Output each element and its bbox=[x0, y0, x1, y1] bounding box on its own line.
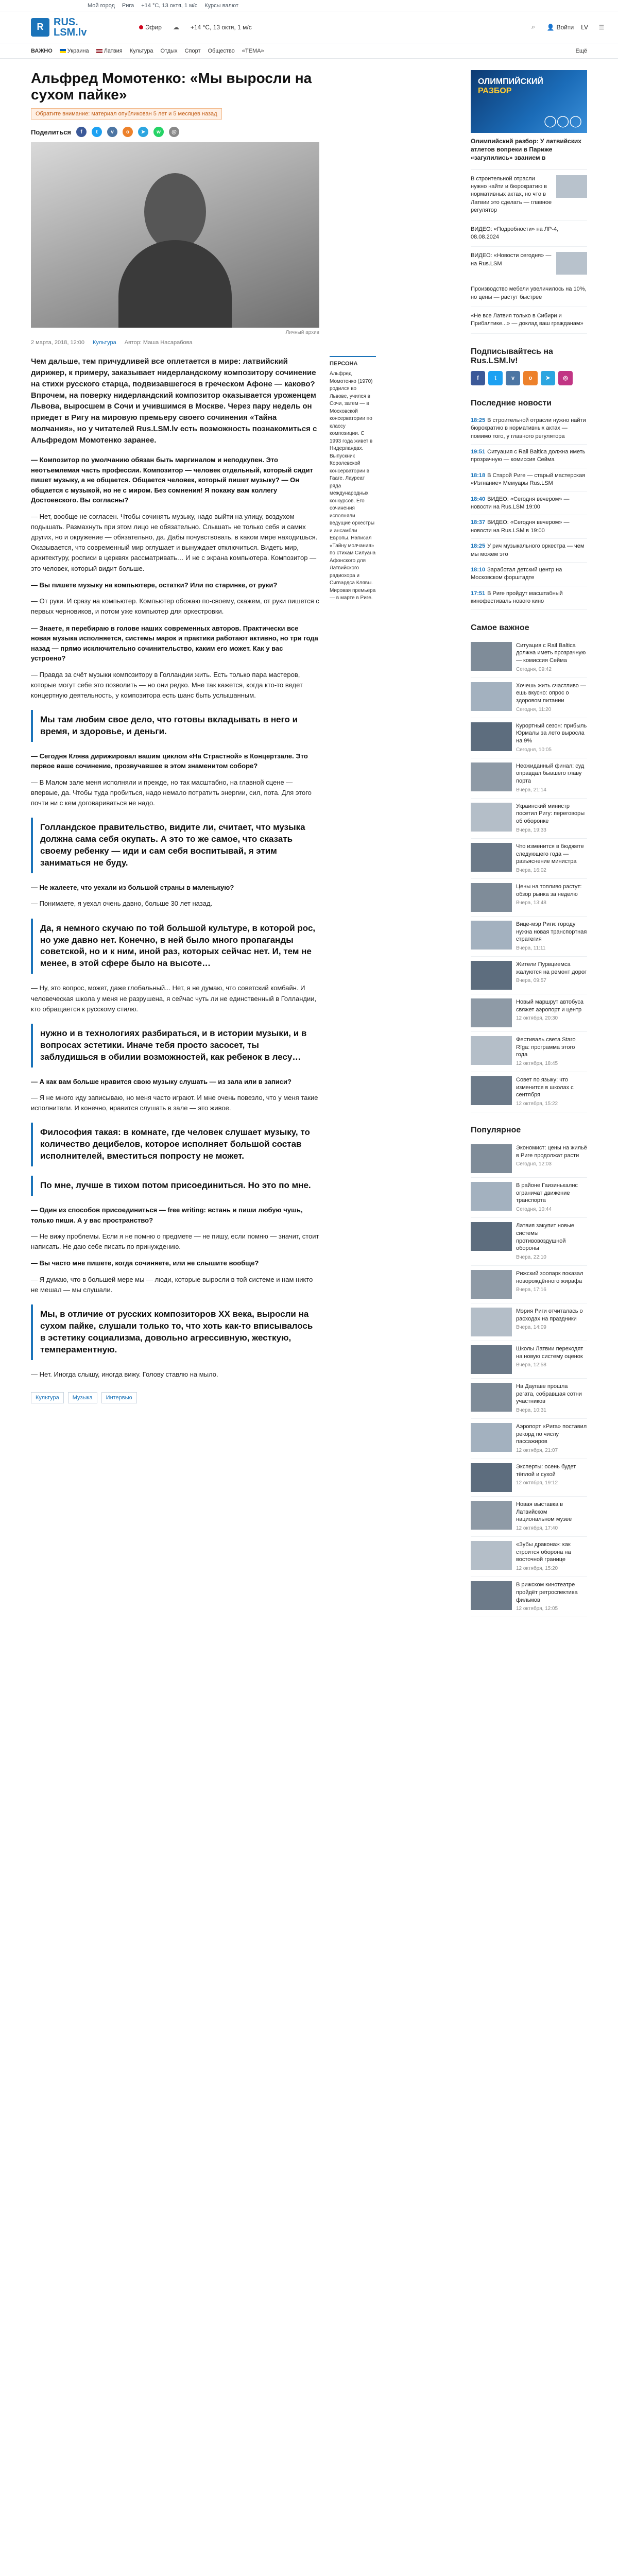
important-title: Самое важное bbox=[471, 623, 529, 632]
news-card[interactable] bbox=[471, 1178, 587, 1218]
news-card-text bbox=[516, 722, 587, 754]
article-meta bbox=[31, 340, 458, 346]
interview-question: — А как вам больше нравится свою музыку слушать — из зала или в записи? bbox=[31, 1077, 291, 1086]
interview-question: — Вы пишете музыку на компьютере, остатки? Или по старинке, от руки? bbox=[31, 581, 278, 589]
vk-icon[interactable]: v bbox=[506, 371, 520, 385]
header-center bbox=[139, 21, 527, 33]
popular-title: Популярное bbox=[471, 1125, 521, 1134]
news-date: Вчера, 11:11 bbox=[516, 945, 546, 952]
news-headline: В строительной отрасли нужно найти бюрократию в нормативных актах — помимо того, у главного регулятора bbox=[471, 417, 586, 439]
news-card[interactable] bbox=[471, 1303, 587, 1341]
news-thumbnail bbox=[471, 1345, 512, 1374]
news-time: 18:18 bbox=[471, 472, 486, 479]
news-card-text bbox=[516, 1144, 587, 1173]
interview-question: — Не жалеете, что уехали из большой страны в маленькую? bbox=[31, 883, 234, 891]
news-headline: ВИДЕО: «Сегодня вечером» — новости на Rus.LSM в 19:00 bbox=[471, 519, 570, 534]
live-button[interactable] bbox=[139, 24, 162, 31]
interview-answer: — В Малом зале меня исполняли и прежде, но так масштабно, на главной сцене — впервые, да. Чтобы туда пробиться, надо немало потратить энергии, сил, пота. Для этого почти ни с кем договариваться не надо. bbox=[31, 778, 312, 807]
news-headline: Курортный сезон: прибыль Юрмалы за лето выросла на 9% bbox=[516, 722, 587, 744]
news-date: 12 октября, 19:12 bbox=[516, 1480, 558, 1486]
top-meta-strip bbox=[0, 0, 618, 11]
side-news-item[interactable]: ВИДЕО: «Новости сегодня» — на Rus.LSM bbox=[471, 247, 587, 280]
facebook-icon[interactable]: f bbox=[76, 127, 87, 137]
news-card[interactable] bbox=[471, 678, 587, 718]
top-location[interactable]: Рига bbox=[122, 2, 134, 9]
top-weather: +14 °C, 13 октя, 1 м/с bbox=[141, 2, 198, 9]
news-date: Вчера, 19:33 bbox=[516, 827, 546, 834]
important-news-list bbox=[471, 638, 587, 1112]
news-headline: В районе Гаизинькалнс ограничат движение транспорта bbox=[516, 1182, 578, 1204]
news-thumbnail bbox=[471, 1463, 512, 1492]
interview-answer: — Нет. Иногда слышу, иногда вижу. Голову ставлю на мыло. bbox=[31, 1370, 218, 1378]
side-news-item[interactable]: ВИДЕО: «Подробности» на ЛР-4, 08.08.2024 bbox=[471, 221, 587, 247]
header-weather: +14 °C, 13 октя, 1 м/с bbox=[190, 23, 252, 31]
news-thumbnail bbox=[471, 1541, 512, 1570]
article-category[interactable]: Культура bbox=[92, 340, 116, 346]
news-time: 18:25 bbox=[471, 417, 486, 423]
news-thumbnail bbox=[471, 1501, 512, 1530]
pull-quote: Голландское правительство, видите ли, считает, что музыка должна сама себя окупать. А это то же самое, что сказать своему ребенку — иди и сам себя воспитывай, я этим заниматься не буду. bbox=[31, 818, 319, 873]
news-date: Вчера, 22:10 bbox=[516, 1255, 546, 1261]
nav-item-culture[interactable]: Культура bbox=[129, 47, 153, 54]
news-time: 18:37 bbox=[471, 519, 486, 526]
news-date: Вчера, 21:14 bbox=[516, 787, 546, 793]
nav-item-ukraine[interactable]: Украина bbox=[60, 48, 89, 54]
news-card-text bbox=[516, 1345, 587, 1374]
ok-icon[interactable]: o bbox=[523, 371, 538, 385]
news-card[interactable] bbox=[471, 1459, 587, 1497]
latest-news-item[interactable] bbox=[471, 492, 587, 516]
search-icon[interactable]: ⌕ bbox=[531, 23, 536, 30]
news-thumbnail bbox=[471, 762, 512, 791]
news-headline: В Старой Риге — старый мастерская «Изгнание» Мемуары Rus.LSM bbox=[471, 472, 586, 487]
nav-item-society[interactable]: Общество bbox=[208, 47, 235, 54]
side-news-item[interactable]: Производство мебели увеличилось на 10%, но цены — растут быстрее bbox=[471, 280, 587, 307]
live-dot-icon bbox=[139, 25, 143, 29]
language-switch[interactable]: LV bbox=[581, 23, 588, 31]
news-headline: «Зубы дракона»: как строится оборона на восточной границе bbox=[516, 1541, 571, 1563]
news-card[interactable] bbox=[471, 839, 587, 879]
article-title: Альфред Момотенко: «Мы выросли на сухом пайке» bbox=[31, 70, 312, 103]
news-headline: Заработал детский центр на Московском форштадте bbox=[471, 566, 562, 581]
latest-news-item[interactable] bbox=[471, 563, 587, 586]
side-news-item[interactable]: В строительной отрасли нужно найти и бюрократию в нормативных актах, но что в Латвии это сделать — главное регулятор bbox=[471, 170, 587, 221]
news-card-text bbox=[516, 803, 587, 834]
pull-quote: Мы там любим свое дело, что готовы вкладывать в него и время, и здоровье, и деньги. bbox=[31, 710, 319, 742]
news-card-text bbox=[516, 883, 587, 912]
news-card-text bbox=[516, 1076, 587, 1108]
news-card-text bbox=[516, 998, 587, 1027]
news-headline: В рижском кинотеатре пройдёт ретроспектива фильмов bbox=[516, 1581, 578, 1603]
news-card[interactable] bbox=[471, 758, 587, 799]
news-date: 12 октября, 21:07 bbox=[516, 1448, 558, 1454]
subscribe-title: Подписывайтесь на Rus.LSM.lv! bbox=[471, 347, 553, 365]
tag-link[interactable]: Музыка bbox=[68, 1392, 97, 1403]
login-button[interactable] bbox=[547, 24, 574, 31]
top-city[interactable]: Мой город bbox=[88, 2, 115, 9]
interview-answer: — Понимаете, я уехал очень давно, больше 30 лет назад. bbox=[31, 900, 213, 908]
news-date: Вчера, 10:31 bbox=[516, 1408, 546, 1414]
news-headline: Украинский министр посетил Ригу: переговоры об оборонке bbox=[516, 803, 585, 825]
nav-item-latvia[interactable]: Латвия bbox=[96, 48, 123, 54]
article-author[interactable]: Автор: Маша Насарабова bbox=[124, 340, 193, 346]
news-card-text bbox=[516, 1541, 587, 1572]
news-thumbnail bbox=[471, 1423, 512, 1452]
interview-answer: — Нет, вообще не согласен. Чтобы сочинять музыку, надо выйти на улицу, воздухом подышать. Размахнуть при этом лицо не обязательно. Слышать не только себя и самих других, но и окружение — обязательно, да. Дабы почувствовать, в каком мире находишься. Оказывается, что современный мир оглушает и вынуждает отключиться. Видеть мир, архитектуру, росписи в церквях рассматривать… И не с экрана компьютера. Композитор — это человек, который видит больше. bbox=[31, 512, 318, 572]
photo-caption: Личный архив bbox=[285, 330, 319, 336]
news-thumbnail bbox=[471, 883, 512, 912]
twitter-icon[interactable]: t bbox=[488, 371, 503, 385]
news-headline: Мэрия Риги отчиталась о расходах на праздники bbox=[516, 1308, 583, 1322]
news-card[interactable] bbox=[471, 879, 587, 917]
news-card[interactable] bbox=[471, 1266, 587, 1303]
article-body bbox=[31, 356, 319, 1403]
interview-question: — Композитор по умолчанию обязан быть маргиналом и неподкупен. Это неотъемлемая часть профессии. Композитор — человек отдельный, который сидит пишет музыку, а не общается. Общается человек, который пишет музыку? — Он общается с музыкой, но не с миром. Без сомнения! Я покажу вам коллегу Достоевского. Вы согласны? bbox=[31, 456, 313, 504]
site-logo[interactable] bbox=[31, 17, 139, 38]
news-date: 12 октября, 15:20 bbox=[516, 1566, 558, 1572]
news-date: Вчера, 16:02 bbox=[516, 868, 546, 874]
pull-quote: нужно и в технологиях разбираться, и в истории музыки, и в вопросах эстетики. Иначе тебя просто засосет, ты заблудишься в обилии возможностей, как ребенок в лесу… bbox=[31, 1024, 319, 1067]
news-thumbnail bbox=[556, 175, 587, 198]
news-headline: В Риге пройдут масштабный кинофестиваль нового кино bbox=[471, 590, 563, 605]
news-thumbnail bbox=[471, 998, 512, 1027]
facebook-icon[interactable]: f bbox=[471, 371, 485, 385]
news-card[interactable] bbox=[471, 1577, 587, 1617]
news-card-text bbox=[516, 843, 587, 874]
news-card-text bbox=[516, 1182, 587, 1213]
nav-important[interactable]: ВАЖНО bbox=[31, 47, 53, 54]
news-date: Сегодня, 11:20 bbox=[516, 707, 552, 713]
news-headline: У рич музыкального оркестра — чем мы можем это bbox=[471, 543, 585, 557]
news-thumbnail bbox=[471, 642, 512, 671]
logo-line1: RUS. bbox=[54, 16, 78, 28]
news-card-text bbox=[516, 1308, 587, 1336]
news-thumbnail bbox=[556, 252, 587, 275]
news-headline: На Даугаве прошла регата, собравшая сотни участников bbox=[516, 1383, 582, 1405]
pull-quote: Философия такая: в комнате, где человек слушает музыку, то количество децибелов, которое исполняет большой состав исполнителей, вместиться попросту не может. bbox=[31, 1123, 319, 1166]
news-card[interactable] bbox=[471, 994, 587, 1032]
promo-title-2: РАЗБОР bbox=[478, 86, 512, 95]
content-wrapper bbox=[0, 59, 618, 1617]
news-thumbnail bbox=[471, 722, 512, 751]
article-content bbox=[31, 356, 458, 1403]
logo-text bbox=[54, 17, 87, 38]
telegram-icon[interactable]: ➤ bbox=[138, 127, 148, 137]
news-headline: Цены на топливо растут: обзор рынка за неделю bbox=[516, 883, 582, 897]
news-card[interactable] bbox=[471, 917, 587, 957]
sidebar bbox=[471, 59, 587, 1617]
interview-question: — Знаете, я перебираю в голове наших современных авторов. Практически все новая музыка исполняется, системы марок и практики работают активно, но три года назад — прямо исключительно сочинительство, каким его может. Как у вас устроено? bbox=[31, 624, 318, 662]
news-card-text bbox=[516, 1423, 587, 1454]
news-date: Сегодня, 09:42 bbox=[516, 667, 552, 673]
news-date: Сегодня, 10:44 bbox=[516, 1207, 552, 1213]
news-thumbnail bbox=[471, 1222, 512, 1251]
twitter-icon[interactable]: t bbox=[92, 127, 102, 137]
news-date: Вчера, 12:58 bbox=[516, 1362, 546, 1368]
latest-news-item[interactable] bbox=[471, 468, 587, 492]
news-headline: Рижский зоопарк показал новорождённого жирафа bbox=[516, 1270, 583, 1284]
side-news-item[interactable]: «Не все Латвия только в Сибири и Прибалтике...» — доклад ваш гражданам» bbox=[471, 307, 587, 334]
interview-answer: — От руки. И сразу на компьютер. Компьютер обожаю по-своему, скажем, от руки пишется с первых черновиков, и потом уже компьютер для оркестровки. bbox=[31, 597, 319, 616]
instagram-icon[interactable]: ◎ bbox=[558, 371, 573, 385]
age-notice: Обратите внимание: материал опубликован 5 лет и 5 месяцев назад bbox=[31, 108, 222, 120]
news-thumbnail bbox=[471, 1076, 512, 1105]
news-date: Вчера, 17:16 bbox=[516, 1287, 546, 1293]
news-card[interactable] bbox=[471, 638, 587, 678]
news-date: 12 октября, 20:30 bbox=[516, 1015, 558, 1022]
news-card[interactable] bbox=[471, 1032, 587, 1072]
popular-news-list bbox=[471, 1140, 587, 1617]
news-date: 12 октября, 15:22 bbox=[516, 1101, 558, 1107]
latest-news-item[interactable] bbox=[471, 445, 587, 468]
news-card-text bbox=[516, 1036, 587, 1067]
news-headline: ВИДЕО: «Сегодня вечером» — новости на Rus.LSM 19:00 bbox=[471, 496, 570, 510]
pull-quote: Да, я немного скучаю по той большой культуре, в которой рос, но уже давно нет. Конечно, в ней было много пропаганды советской, но и к ним, иной раз, которых сейчас нет. И, тем не менее, в этой сфере было на высоте… bbox=[31, 919, 319, 974]
latest-news-item[interactable] bbox=[471, 539, 587, 563]
news-headline: Эксперты: осень будет тёплой и сухой bbox=[516, 1463, 576, 1478]
nav-more[interactable]: Ещё bbox=[575, 47, 587, 54]
news-headline: Ситуация с Rail Baltica должна иметь прозрачную — комиссия Сейма bbox=[471, 449, 586, 463]
news-date: Сегодня, 10:05 bbox=[516, 747, 552, 753]
news-card-text bbox=[516, 1501, 587, 1532]
news-card[interactable] bbox=[471, 1218, 587, 1266]
article-lead: Чем дальше, тем причудливей все оплетается в мире: латвийский дирижер, к примеру, заказывает нидерландскому композитору сочинение на стихи русского старца, подвизавшегося в греческом Афоне — каково? Впрочем, на поверку нидерландский композитор оказывается уроженцем Львова, выросшем в Сочи и учившимся в Москве. Через пару недель он приедет в Ригу на мировую премьеру своего сочинения «Тайна молчания», но у читателей Rus.LSM.lv есть возможность познакомиться с Альфредом Момотенко заранее. bbox=[31, 357, 317, 445]
latest-news-item[interactable] bbox=[471, 586, 587, 610]
news-headline: Новый маршрут автобуса свяжет аэропорт и центр bbox=[516, 998, 584, 1013]
news-headline: Новая выставка в Латвийском национальном музее bbox=[516, 1501, 572, 1523]
promo-banner[interactable] bbox=[471, 70, 587, 133]
interview-question: — Один из способов присоединиться — free writing: встань и пиши любую чушь, только пиши. А у вас пространство? bbox=[31, 1206, 303, 1224]
interview-question: — Сегодня Клява дирижировал вашим циклом «На Страстной» в Концертзале. Это первое ваше сочинение, прозвучавшее в этом знаменитом соборе? bbox=[31, 752, 308, 770]
news-date: Вчера, 09:57 bbox=[516, 978, 546, 984]
news-card[interactable] bbox=[471, 1341, 587, 1379]
news-card-text bbox=[516, 921, 587, 952]
promo-title-1: ОЛИМПИЙСКИЙ bbox=[478, 77, 543, 86]
news-card-text bbox=[516, 642, 587, 673]
news-card-text bbox=[516, 1463, 587, 1492]
news-card[interactable] bbox=[471, 957, 587, 994]
news-time: 18:10 bbox=[471, 566, 486, 573]
news-headline: Совет по языку: что изменится в школах с сентября bbox=[516, 1076, 574, 1098]
tag-link[interactable]: Культура bbox=[31, 1392, 64, 1403]
news-card-text bbox=[516, 961, 587, 990]
pull-quote: По мне, лучше в тихом потом присоединиться. Но это по мне. bbox=[31, 1176, 319, 1196]
site-header bbox=[0, 11, 618, 43]
news-card[interactable] bbox=[471, 1537, 587, 1577]
news-thumbnail bbox=[471, 803, 512, 832]
persona-text: Альфред Момотенко (1970) родился во Львове, учился в Сочи, затем — в Московской консерватории по классу композиции. С 1993 года живет в Нидерландах. Выпускник Королевской консерватории в Гааге. Лауреат ряда международных конкурсов. Его сочинения исполняли ведущие оркестры и ансамбли Европы. Написал «Тайну молчания» по стихам Силуана Афонского для Латвийского радиохора и Сигвардса Клявы. Мировая премьера — в марте в Риге. bbox=[330, 371, 376, 601]
user-icon: 👤 bbox=[546, 23, 555, 31]
news-thumbnail bbox=[471, 1270, 512, 1299]
news-time: 18:40 bbox=[471, 496, 486, 502]
menu-icon[interactable]: ☰ bbox=[598, 23, 605, 31]
news-card-text bbox=[516, 682, 587, 714]
main-nav bbox=[0, 43, 618, 59]
news-time: 19:51 bbox=[471, 449, 486, 455]
news-date: Вчера, 14:09 bbox=[516, 1325, 546, 1331]
news-time: 17:51 bbox=[471, 590, 486, 597]
latest-news-item[interactable] bbox=[471, 515, 587, 539]
interview-question: — Вы часто мне пишете, когда сочиняете, или не слышите вообще? bbox=[31, 1259, 259, 1267]
news-date: 12 октября, 18:45 bbox=[516, 1061, 558, 1067]
top-currency[interactable]: Курсы валют bbox=[204, 2, 238, 9]
news-headline: Фестиваль света Staro Rīga: программа этого года bbox=[516, 1036, 576, 1058]
news-thumbnail bbox=[471, 961, 512, 990]
interview-answer: — Не вижу проблемы. Если я не помню о предмете — не пишу, если помню — значит, стоит написать. Не даю себе писать по принуждению. bbox=[31, 1232, 319, 1251]
news-thumbnail bbox=[471, 1308, 512, 1336]
news-time: 18:25 bbox=[471, 543, 486, 550]
nav-item-leisure[interactable]: Отдых bbox=[160, 47, 178, 54]
share-row bbox=[31, 127, 458, 137]
news-thumbnail bbox=[471, 1144, 512, 1173]
news-thumbnail bbox=[471, 921, 512, 950]
promo-caption[interactable]: Олимпийский разбор: У латвийских атлетов вопреки в Париже «загулились» званием в bbox=[471, 133, 587, 170]
olympic-rings-icon: ◯◯◯ bbox=[544, 114, 582, 127]
news-card-text bbox=[516, 1270, 587, 1299]
telegram-icon[interactable]: ➤ bbox=[541, 371, 555, 385]
header-actions bbox=[527, 21, 608, 33]
weather-icon: ☁ bbox=[173, 23, 179, 31]
article-tags bbox=[31, 1392, 319, 1403]
latest-news-list bbox=[471, 413, 587, 610]
news-card[interactable] bbox=[471, 1379, 587, 1419]
flag-ukraine-icon bbox=[60, 49, 66, 53]
news-thumbnail bbox=[471, 843, 512, 872]
news-thumbnail bbox=[471, 682, 512, 711]
news-card[interactable] bbox=[471, 1497, 587, 1537]
nav-item-sport[interactable]: Спорт bbox=[184, 47, 201, 54]
news-card[interactable] bbox=[471, 1419, 587, 1459]
interview-answer: — Я не много иду записываю, но меня часто играют. И мне очень повезло, что у меня такие исполнители. И конечно, нравится слушать в зале — это живое. bbox=[31, 1094, 318, 1112]
news-date: 12 октября, 17:40 bbox=[516, 1526, 558, 1532]
news-card-text bbox=[516, 1581, 587, 1613]
photo-portrait-head bbox=[144, 173, 206, 250]
news-card-text bbox=[516, 1222, 587, 1261]
news-headline: Школы Латвии переходят на новую систему оценок bbox=[516, 1345, 583, 1360]
news-headline: Жители Пурвциемса жалуются на ремонт дорог bbox=[516, 961, 587, 975]
whatsapp-icon[interactable]: w bbox=[153, 127, 164, 137]
news-date: 12 октября, 12:05 bbox=[516, 1606, 558, 1612]
live-label: Эфир bbox=[145, 23, 162, 31]
news-headline: Ситуация с Rail Baltica должна иметь прозрачную — комиссия Сейма bbox=[516, 642, 586, 664]
article-date: 2 марта, 2018, 12:00 bbox=[31, 340, 84, 346]
photo-portrait-body bbox=[118, 240, 232, 328]
nav-item-theme[interactable]: «ТЕМА» bbox=[242, 47, 264, 54]
news-date: Вчера, 13:48 bbox=[516, 900, 546, 906]
subscribe-social-row bbox=[471, 371, 587, 385]
vk-icon[interactable]: v bbox=[107, 127, 117, 137]
latest-news-item[interactable] bbox=[471, 413, 587, 445]
persona-box bbox=[330, 356, 376, 602]
latest-title: Последние новости bbox=[471, 398, 552, 408]
ok-icon[interactable]: o bbox=[123, 127, 133, 137]
news-headline: Что изменится в бюджете следующего года — разъяснение министра bbox=[516, 843, 584, 865]
news-headline: Вице-мэр Риги: городу нужна новая транспортная стратегия bbox=[516, 921, 587, 943]
persona-aside bbox=[330, 356, 376, 1403]
news-date: Сегодня, 12:03 bbox=[516, 1161, 552, 1167]
news-headline: Латвия закупит новые системы противовоздушной обороны bbox=[516, 1222, 574, 1252]
logo-line2: LSM.lv bbox=[54, 26, 87, 38]
news-thumbnail bbox=[471, 1383, 512, 1412]
article-column bbox=[31, 59, 458, 1617]
news-card[interactable] bbox=[471, 1140, 587, 1178]
news-thumbnail bbox=[471, 1036, 512, 1065]
tag-link[interactable]: Интервью bbox=[101, 1392, 137, 1403]
news-headline: Аэропорт «Рига» поставил рекорд по числу пассажиров bbox=[516, 1423, 587, 1445]
interview-answer: — Я думаю, что в большей мере мы — люди, которые выросли в той системе и нам никто не мешал — мы слушали. bbox=[31, 1275, 313, 1294]
news-headline: Неожиданный финал: суд оправдал бывшего главу порта bbox=[516, 762, 585, 785]
news-card[interactable] bbox=[471, 799, 587, 839]
news-thumbnail bbox=[471, 1182, 512, 1211]
news-headline: Экономист: цены на жильё в Риге продолжат расти bbox=[516, 1144, 587, 1159]
news-card-text bbox=[516, 762, 587, 794]
logo-mark: R bbox=[31, 18, 49, 37]
news-card[interactable] bbox=[471, 718, 587, 758]
interview-answer: — Правда за счёт музыки композитору в Голландии жить. Есть только пара мастеров, которые могут себе это позволить — но они редко. Мне так кажется, когда кто-то ведет концертную деятельность, у композитора есть шанс быть услышанным. bbox=[31, 670, 303, 699]
news-headline: Хочешь жить счастливо — ешь вкусно: опрос о здоровом питании bbox=[516, 682, 586, 704]
interview-answer: — Ну, это вопрос, может, даже глобальный... Нет, я не думаю, что советский комбайн. И человеческая школа у меня не разрушена, я сейчас чуть ли не единственный в Голландии, кто обращается к русскому стилю. bbox=[31, 984, 317, 1013]
pull-quote: Мы, в отличие от русских композиторов XX века, выросли на сухом пайке, слушали только то, что хоть как-то вписывалось в эстетику социализма, довольно агрессивную, жесткую, темпераментную. bbox=[31, 1304, 319, 1360]
flag-latvia-icon bbox=[96, 49, 102, 53]
email-icon[interactable]: @ bbox=[169, 127, 179, 137]
news-thumbnail bbox=[471, 1581, 512, 1610]
persona-heading: ПЕРСОНА bbox=[330, 361, 358, 367]
news-card-text bbox=[516, 1383, 587, 1414]
share-label: Поделиться bbox=[31, 128, 72, 136]
news-card[interactable] bbox=[471, 1072, 587, 1112]
article-photo bbox=[31, 142, 319, 328]
login-label: Войти bbox=[556, 23, 574, 31]
